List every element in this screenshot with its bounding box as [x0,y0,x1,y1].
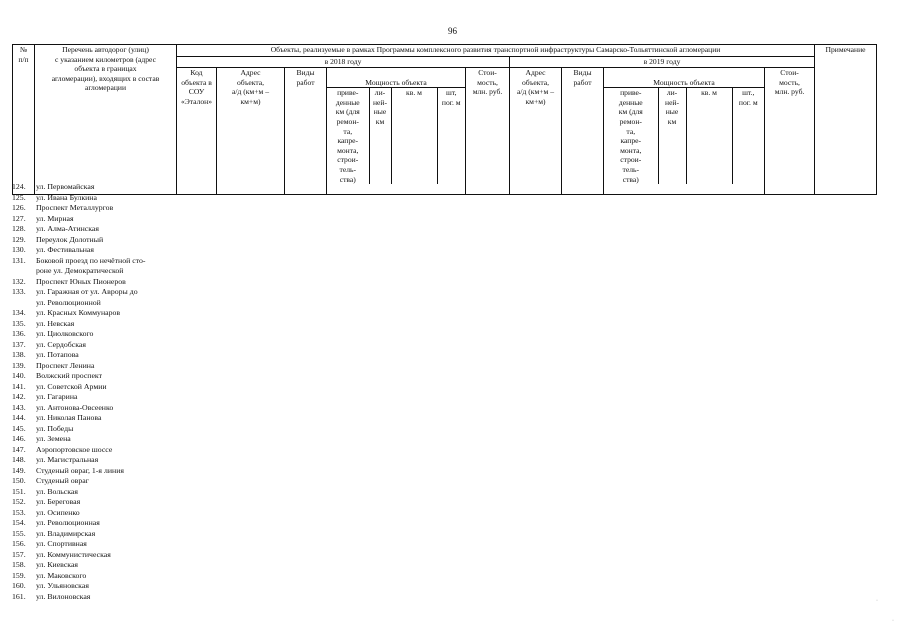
list-item-number: 157. [12,549,26,559]
list-item [12,403,182,414]
list-item-road-name: ул. Гагарина [36,392,78,401]
list-item [12,277,182,288]
col-reduced-km-header: приве- денные км (для ремон- та, капре- монта, строи- тель- ства) [327,88,369,184]
capacity-2019-block [604,68,765,195]
list-item-road-name: ул. Ивана Булкина [36,192,97,202]
capacity-2018-header: Мощность объекта [327,78,465,88]
col-address-header: Адрес объекта, а/д (км+м – км+м) [217,68,285,195]
list-item-number: 142. [12,392,26,401]
col-pcs-header: шт, пог. м [441,88,461,107]
col-cost-header: Стои- мость, млн. руб. [466,68,510,195]
list-item-number: 124. [12,182,26,191]
list-item [12,256,182,277]
list-item [12,560,182,571]
list-item [12,319,182,330]
list-item-road-name: ул. Спортивная [36,539,87,548]
scan-speck: · [876,598,878,604]
list-item-road-name: ул. Ульяновская [36,581,89,590]
list-item-number: 125. [12,192,26,202]
list-item-road-name: ул. Береговая [36,497,81,506]
col-reduced-km-2019-header: приве- денные км (для ремон- та, капре- монта, строи- тель- ства) [604,88,658,184]
list-item-road-name: ул. Невская [36,318,75,328]
list-item-number: 147. [12,444,26,454]
list-item-number: 139. [12,360,26,370]
list-item-number: 140. [12,371,26,380]
list-item-number: 152. [12,497,26,506]
list-item-road-name: Проспект Юных Пионеров [36,276,126,286]
list-item [12,476,182,487]
page-number: 96 [448,26,457,36]
list-item-road-name: ул. Магистральная [36,455,99,464]
col-sqm-2019-header: кв. м [686,88,732,184]
list-item-road-name: ул. Земена [36,434,71,443]
list-item [12,466,182,477]
header-table [12,44,877,195]
list-item-number: 146. [12,434,26,443]
list-item [12,518,182,529]
year-2019-header: в 2019 году [510,57,815,68]
list-item-number: 145. [12,423,26,433]
list-item-number: 158. [12,560,26,569]
col-linear-km-2019-header: ли- ней- ные км [658,88,686,184]
list-item-number: 127. [12,213,26,223]
list-item-road-name: ул. Фестивальная [36,245,94,254]
list-item-road-name: ул. Вольская [36,486,78,496]
list-item-number: 135. [12,318,26,328]
col-note-header: Примечание [815,45,877,195]
list-item-road-name: ул. Киевская [36,560,78,569]
list-item-number: 129. [12,234,26,244]
list-item-road-name: Проспект Металлургов [36,203,114,212]
list-item [12,361,182,372]
list-item [12,382,182,393]
list-item-number: 159. [12,570,26,580]
list-item-number: 126. [12,203,26,212]
col-works-2019-header: Виды работ [562,68,604,195]
list-item [12,308,182,319]
list-item [12,287,182,308]
list-item-number: 143. [12,402,26,412]
list-item [12,203,182,214]
list-item-road-name: ул. Владимирская [36,528,96,538]
col-cost-2019-header: Стои- мость, млн. руб. [765,68,815,195]
list-item-road-name: Аэропортовское шоссе [36,444,113,454]
list-item-road-name: Студеный овраг, 1-я линия [36,465,124,475]
road-list [12,182,182,602]
list-item-number: 138. [12,350,26,359]
scan-speck: · [892,618,894,624]
list-item [12,424,182,435]
list-item-number: 144. [12,413,26,422]
list-item-road-name: ул. Революционная [36,518,100,527]
col-number-header: № п/п [13,45,35,195]
list-item [12,539,182,550]
list-item-road-name: ул. Алма-Атинская [36,224,99,233]
list-item [12,193,182,204]
list-item [12,245,182,256]
list-item [12,529,182,540]
list-item-road-name: ул. Красных Коммунаров [36,308,121,317]
list-item-number: 155. [12,528,26,538]
list-item-number: 131. [12,255,26,265]
capacity-2019-header: Мощность объекта [604,78,764,88]
col-address-2019-header: Адрес объекта, а/д (км+м – км+м) [510,68,562,195]
col-sqm-header: кв. м [391,88,437,184]
list-item-road-name: Проспект Ленина [36,360,95,370]
list-item-number: 141. [12,381,26,391]
list-item-road-name: ул. Победы [36,423,74,433]
list-item-number: 154. [12,518,26,527]
list-item-road-name: Волжский проспект [36,371,103,380]
list-item [12,497,182,508]
list-item-number: 153. [12,507,26,517]
list-item [12,581,182,592]
list-item [12,235,182,246]
list-item-road-name: ул. Советской Армии [36,381,107,391]
list-item [12,592,182,603]
list-item [12,508,182,519]
list-item-number: 136. [12,329,26,338]
list-item [12,224,182,235]
list-item-road-name: Боковой проезд по нечётной сто- роне ул. Демократической [36,255,146,275]
list-item-number: 148. [12,455,26,464]
list-item [12,550,182,561]
list-item [12,214,182,225]
list-item-number: 130. [12,245,26,254]
list-item-number: 151. [12,486,26,496]
list-item [12,413,182,424]
list-item-road-name: ул. Антонова-Овсеенко [36,402,114,412]
list-item-road-name: ул. Вилоновская [36,591,91,601]
list-item-number: 156. [12,539,26,548]
list-item-road-name: ул. Гаражная от ул. Авроры до ул. Революционной [36,287,138,307]
list-item [12,329,182,340]
col-list-header: Перечень автодорог (улиц) с указанием километров (адрес объекта в границах агломерации), входящих в состав агломерации [35,45,177,195]
list-item-road-name: Переулок Долотный [36,234,104,244]
list-item-number: 128. [12,224,26,233]
capacity-2018-block [327,68,466,195]
list-item-road-name: ул. Сердобская [36,339,86,349]
list-item [12,434,182,445]
objects-group-header: Объекты, реализуемые в рамках Программы комплексного развития транспортной инфраструктуры Самарско-Тольяттинской агломерации [177,45,815,57]
list-item-road-name: ул. Мирная [36,213,74,223]
list-item-road-name: ул. Коммунистическая [36,549,111,559]
list-item [12,445,182,456]
col-code-header: Код объекта в СОУ «Эталон» [177,68,217,195]
col-pcs-2019-header: шт., пог. м [738,88,758,107]
list-item-road-name: ул. Маковского [36,570,87,580]
list-item [12,340,182,351]
list-item-road-name: ул. Осипенко [36,507,80,517]
list-item [12,392,182,403]
list-item-road-name: ул. Потапова [36,350,79,359]
list-item [12,455,182,466]
list-item-road-name: ул. Циолковского [36,329,94,338]
list-item-number: 132. [12,276,26,286]
list-item-number: 160. [12,581,26,590]
list-item [12,182,182,193]
list-item-number: 149. [12,465,26,475]
list-item-number: 134. [12,308,26,317]
list-item-number: 150. [12,476,26,485]
list-item [12,350,182,361]
list-item-road-name: ул. Николая Панова [36,413,102,422]
list-item-number: 137. [12,339,26,349]
list-item-number: 133. [12,287,26,296]
col-linear-km-header: ли- ней- ные км [369,88,391,184]
list-item-number: 161. [12,591,26,601]
list-item [12,487,182,498]
list-item [12,571,182,582]
list-item-road-name: Студеный овраг [36,476,89,485]
year-2018-header: в 2018 году [177,57,510,68]
col-works-header: Виды работ [285,68,327,195]
list-item-road-name: ул. Первомайская [36,182,95,191]
list-item [12,371,182,382]
